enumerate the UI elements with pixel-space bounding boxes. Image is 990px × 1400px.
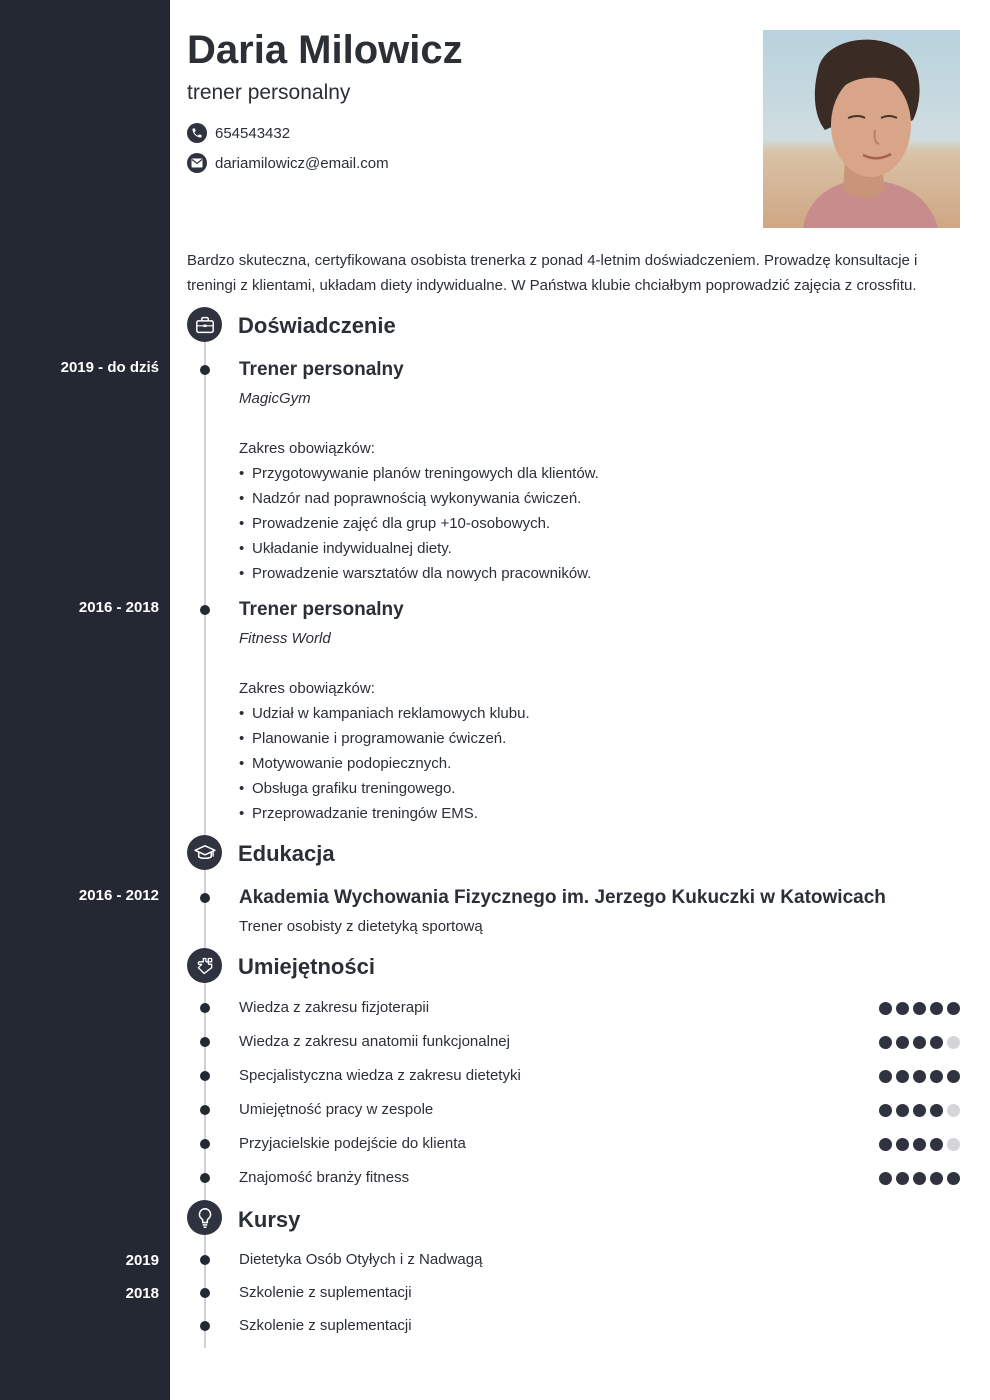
skill-rating: [879, 1070, 964, 1083]
rating-dot: [930, 1070, 943, 1083]
duty-item: • Układanie indywidualnej diety.: [239, 540, 452, 557]
skill-name: Znajomość branży fitness: [239, 1169, 410, 1186]
rating-dot: [879, 1070, 892, 1083]
rating-dot: [879, 1138, 892, 1151]
company-name: MagicGym: [239, 390, 311, 407]
skill-name: Wiedza z zakresu anatomii funkcjonalnej: [239, 1033, 510, 1050]
duty-item: • Obsługa grafiku treningowego.: [239, 780, 456, 797]
timeline-dot: [200, 365, 210, 375]
rating-dot: [896, 1104, 909, 1117]
graduation-cap-icon: [187, 835, 222, 870]
rating-dot: [913, 1070, 926, 1083]
rating-dot: [913, 1002, 926, 1015]
job-title: Trener personalny: [239, 599, 404, 620]
rating-dot: [896, 1036, 909, 1049]
timeline-dot: [200, 1003, 210, 1013]
duties-label: Zakres obowiązków:: [239, 680, 375, 697]
rating-dot: [947, 1002, 960, 1015]
timeline-dot: [200, 1173, 210, 1183]
skill-name: Specjalistyczna wiedza z zakresu dietetyki: [239, 1067, 521, 1084]
rating-dot: [913, 1036, 926, 1049]
timeline-dot: [200, 1071, 210, 1081]
rating-dot: [913, 1172, 926, 1185]
rating-dot: [930, 1138, 943, 1151]
duty-item: • Planowanie i programowanie ćwiczeń.: [239, 730, 507, 747]
course-date: 2019: [125, 1252, 159, 1269]
timeline-dot: [200, 893, 210, 903]
lightbulb-icon: [187, 1200, 222, 1235]
section-title-courses: Kursy: [238, 1207, 301, 1232]
rating-dot: [913, 1104, 926, 1117]
timeline-dot: [200, 1321, 210, 1331]
rating-dot: [947, 1172, 960, 1185]
course-name: Szkolenie z suplementacji: [239, 1284, 412, 1301]
timeline-dot: [200, 605, 210, 615]
email-text: dariamilowicz@email.com: [215, 154, 389, 172]
profile-photo: [763, 30, 960, 228]
rating-dot: [879, 1172, 892, 1185]
duty-item: • Przygotowywanie planów treningowych dla klientów.: [239, 465, 599, 482]
skill-rating: [879, 1172, 964, 1185]
rating-dot: [947, 1104, 960, 1117]
skill-rating: [879, 1104, 964, 1117]
duty-item: • Prowadzenie warsztatów dla nowych pracowników.: [239, 565, 592, 582]
course-name: Dietetyka Osób Otyłych i z Nadwagą: [239, 1251, 483, 1268]
skill-rating: [879, 1036, 964, 1049]
duty-item: • Przeprowadzanie treningów EMS.: [239, 805, 478, 822]
phone-text: 654543432: [215, 124, 291, 142]
duty-item: • Prowadzenie zajęć dla grup +10-osobowych.: [239, 515, 551, 532]
skill-name: Umiejętność pracy w zespole: [239, 1101, 434, 1118]
briefcase-icon: [187, 307, 222, 342]
candidate-role: trener personalny: [187, 81, 351, 104]
education-date: 2016 - 2012: [78, 887, 159, 904]
rating-dot: [879, 1036, 892, 1049]
rating-dot: [896, 1070, 909, 1083]
course-name: Szkolenie z suplementacji: [239, 1317, 412, 1334]
section-title-education: Edukacja: [238, 841, 335, 866]
rating-dot: [930, 1104, 943, 1117]
phone-icon: [187, 123, 207, 143]
sidebar: [0, 0, 170, 1400]
rating-dot: [930, 1036, 943, 1049]
school-name: Akademia Wychowania Fizycznego im. Jerzego Kukuczki w Katowicach: [239, 887, 886, 908]
rating-dot: [896, 1172, 909, 1185]
mail-icon: [187, 153, 207, 173]
rating-dot: [930, 1172, 943, 1185]
rating-dot: [947, 1036, 960, 1049]
skill-name: Przyjacielskie podejście do klienta: [239, 1135, 466, 1152]
rating-dot: [896, 1138, 909, 1151]
rating-dot: [947, 1070, 960, 1083]
rating-dot: [896, 1002, 909, 1015]
timeline-dot: [200, 1037, 210, 1047]
timeline-dot: [200, 1139, 210, 1149]
rating-dot: [913, 1138, 926, 1151]
duty-item: • Motywowanie podopiecznych.: [239, 755, 452, 772]
rating-dot: [947, 1138, 960, 1151]
profile-summary: Bardzo skuteczna, certyfikowana osobista trenerka z ponad 4-letnim doświadczeniem. Prowadzę konsultacje i treningi z klientami, układam diety indywidualne. W Państwa klubie chciałbym poprowadzić zajęcia z crossfitu.: [187, 252, 918, 294]
skill-name: Wiedza z zakresu fizjoterapii: [239, 999, 430, 1016]
experience-date: 2016 - 2018: [78, 599, 159, 616]
field-of-study: Trener osobisty z dietetyką sportową: [239, 918, 483, 935]
candidate-name: Daria Milowicz: [187, 28, 463, 72]
timeline-dot: [200, 1288, 210, 1298]
duty-item: • Nadzór nad poprawnością wykonywania ćwiczeń.: [239, 490, 582, 507]
timeline-dot: [200, 1105, 210, 1115]
job-title: Trener personalny: [239, 359, 404, 380]
contact-email: [187, 153, 389, 173]
rating-dot: [879, 1104, 892, 1117]
rating-dot: [879, 1002, 892, 1015]
company-name: Fitness World: [239, 630, 331, 647]
duties-label: Zakres obowiązków:: [239, 440, 375, 457]
section-title-skills: Umiejętności: [238, 954, 375, 979]
experience-date: 2019 - do dziś: [60, 359, 159, 376]
duty-item: • Udział w kampaniach reklamowych klubu.: [239, 705, 530, 722]
course-date: 2018: [125, 1285, 159, 1302]
contact-phone: [187, 123, 290, 143]
skill-rating: [879, 1002, 964, 1015]
puzzle-icon: [187, 948, 222, 983]
timeline-dot: [200, 1255, 210, 1265]
rating-dot: [930, 1002, 943, 1015]
skill-rating: [879, 1138, 964, 1151]
section-title-experience: Doświadczenie: [238, 313, 396, 338]
